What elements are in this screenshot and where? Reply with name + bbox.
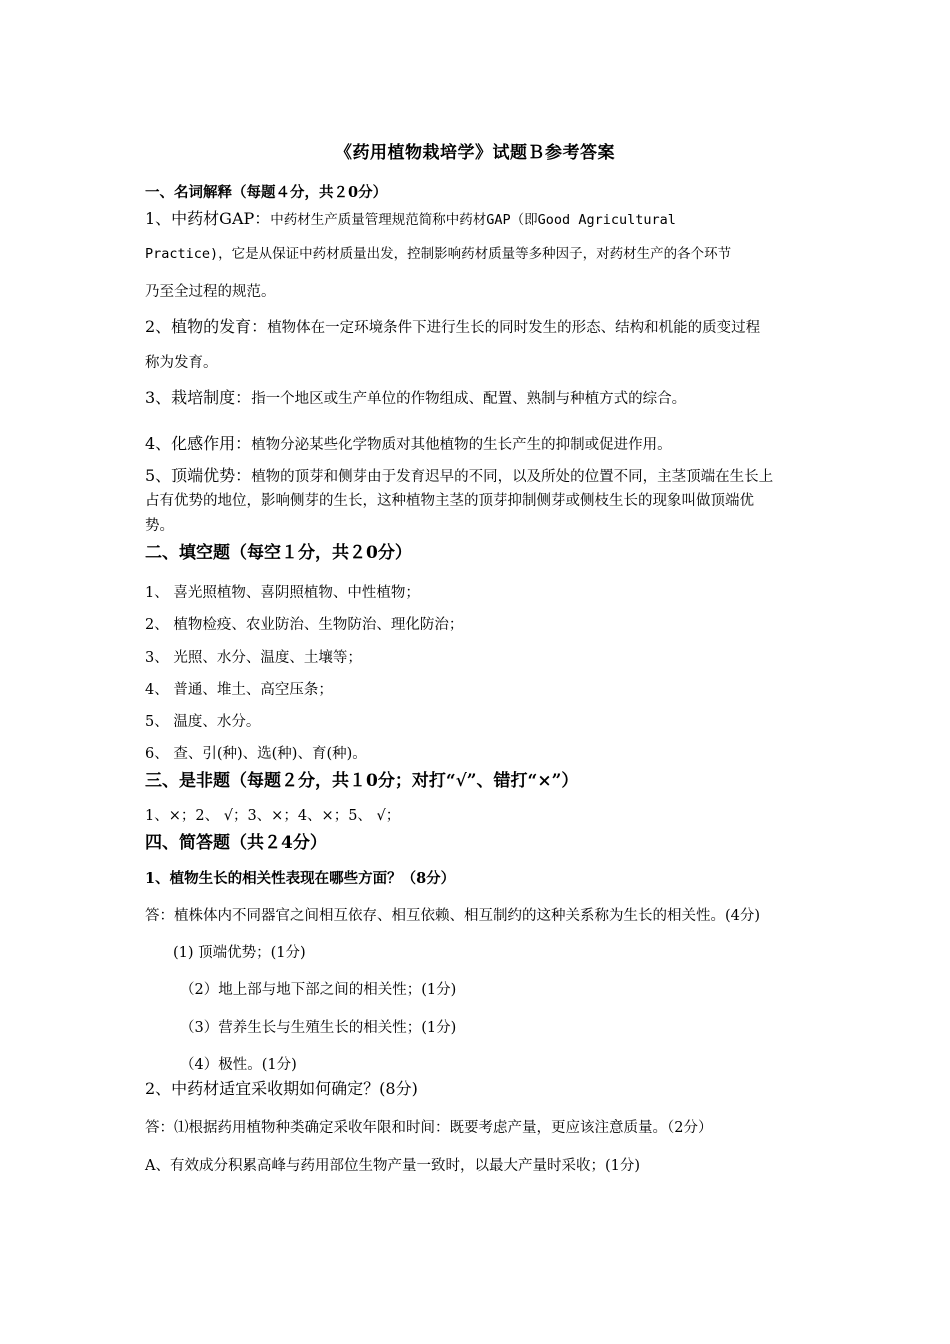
fill-answer-1: 1、 喜光照植物、喜阴照植物、中性植物； bbox=[145, 585, 420, 601]
definition-term: 1、中药材GAP： bbox=[145, 209, 271, 228]
answer-1: 答：植株体内不同器官之间相互依存、相互依赖、相互制约的这种关系称为生长的相关性。(4分) bbox=[145, 908, 761, 924]
definition-text: 植物体在一定环境条件下进行生长的同时发生的形态、结构和机能的质变过程 bbox=[267, 320, 761, 336]
question-2: 2、中药材适宜采收期如何确定？(8分) bbox=[145, 1079, 418, 1098]
definition-text: 称为发育。 bbox=[145, 355, 218, 371]
definition-gap bbox=[145, 206, 676, 229]
answer-1-point-3: （3）营养生长与生殖生长的相关性；(1分) bbox=[180, 1020, 457, 1036]
section3-heading: 三、是非题（每题２分，共１0分；对打“√”、错打“×”） bbox=[145, 771, 579, 791]
document-title: 《药用植物栽培学》试题Ｂ参考答案 bbox=[335, 143, 615, 163]
definition-text: 乃至全过程的规范。 bbox=[145, 284, 276, 300]
definition-allelopathy bbox=[145, 431, 672, 454]
fill-answer-3: 3、 光照、水分、温度、土壤等； bbox=[145, 650, 362, 666]
question-1: 1、植物生长的相关性表现在哪些方面？（8分） bbox=[145, 870, 456, 887]
definition-text: 势。 bbox=[145, 518, 174, 534]
definition-text: Practice)，它是从保证中药材质量出发，控制影响药材质量等多种因子，对药材生产的各个环节 bbox=[145, 246, 732, 262]
definition-apical-dominance bbox=[145, 463, 773, 486]
answer-1-point-2: （2）地上部与地下部之间的相关性；(1分) bbox=[180, 982, 457, 998]
definition-development bbox=[145, 314, 760, 337]
definition-term: 2、植物的发育： bbox=[145, 317, 268, 336]
definition-term: 3、栽培制度： bbox=[145, 388, 252, 407]
definition-text: 指一个地区或生产单位的作物组成、配置、熟制与种植方式的综合。 bbox=[251, 391, 687, 407]
true-false-answers: 1、×；2、 √；3、×；4、×；5、 √； bbox=[145, 808, 401, 824]
answer-2: 答：⑴根据药用植物种类确定采收年限和时间：既要考虑产量，更应该注意质量。（2分） bbox=[145, 1120, 713, 1136]
section4-heading: 四、简答题（共２4分） bbox=[145, 833, 327, 853]
definition-term: 5、顶端优势： bbox=[145, 466, 252, 485]
answer-1-point-4: （4）极性。(1分) bbox=[180, 1057, 297, 1073]
fill-answer-5: 5、 温度、水分。 bbox=[145, 714, 261, 730]
definition-text: 植物的顶芽和侧芽由于发育迟早的不同，以及所处的位置不同，主茎顶端在生长上 bbox=[251, 469, 774, 485]
definition-term: 4、化感作用： bbox=[145, 434, 252, 453]
definition-text: 植物分泌某些化学物质对其他植物的生长产生的抑制或促进作用。 bbox=[251, 437, 672, 453]
answer-1-point-1: (1) 顶端优势；(1分) bbox=[173, 945, 306, 961]
definition-text: 中药材生产质量管理规范简称中药材GAP（即Good Agricultural bbox=[270, 212, 676, 228]
fill-answer-2: 2、 植物检疫、农业防治、生物防治、理化防治； bbox=[145, 617, 464, 633]
definition-cultivation-system bbox=[145, 385, 686, 408]
definition-text: 占有优势的地位，影响侧芽的生长，这种植物主茎的顶芽抑制侧芽或侧枝生长的现象叫做顶端优 bbox=[145, 493, 754, 509]
section2-heading: 二、填空题（每空１分，共２0分） bbox=[145, 543, 412, 563]
answer-2-point-a: A、有效成分积累高峰与药用部位生物产量一致时，以最大产量时采收；(1分) bbox=[145, 1158, 641, 1174]
section1-heading: 一、名词解释（每题４分，共２0分） bbox=[145, 184, 388, 201]
fill-answer-4: 4、 普通、堆土、高空压条； bbox=[145, 682, 333, 698]
fill-answer-6: 6、 查、引(种)、选(种)、育(种)。 bbox=[145, 746, 367, 762]
